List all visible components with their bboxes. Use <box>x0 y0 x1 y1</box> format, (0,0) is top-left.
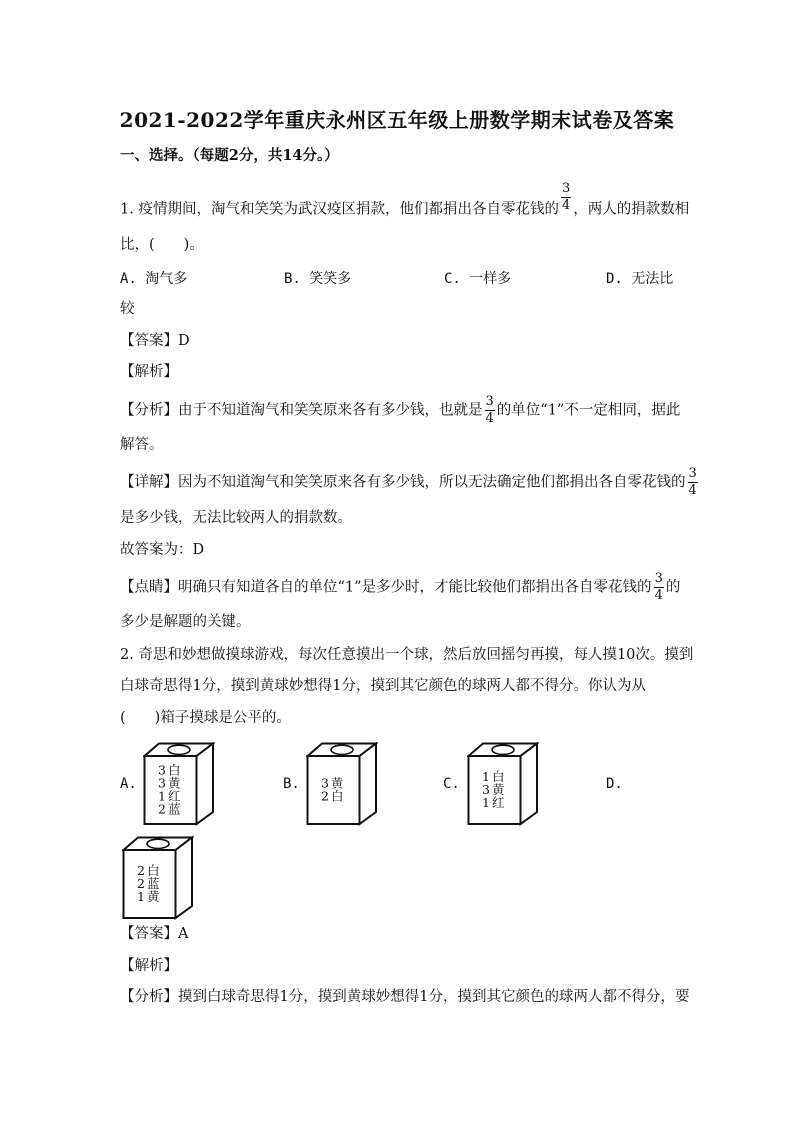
box-ball-color: 白 <box>331 788 344 804</box>
box-drawing <box>122 836 194 920</box>
q1-option-d-wrap: 较 <box>120 301 135 317</box>
box-ball-count: 3 <box>158 762 166 778</box>
box-ball-color: 黄 <box>492 782 505 797</box>
q2-answer: 【答案】A <box>120 926 189 942</box>
fraction-denominator: 4 <box>654 588 663 603</box>
q1-stem-line2: 比，( )。 <box>120 237 204 253</box>
box-ball-color: 白 <box>168 762 181 778</box>
box-side-face <box>360 744 377 825</box>
q2-label-d: D. <box>606 776 623 792</box>
q1-dianjing-line2: 多少是解题的关键。 <box>120 614 251 630</box>
box-ball-color: 黄 <box>147 889 160 904</box>
box-ball-color: 白 <box>147 863 160 878</box>
ball-box-c <box>467 742 539 826</box>
q1-fenxi-fraction <box>485 394 495 427</box>
q1-answer: 【答案】D <box>120 333 190 349</box>
q1-dianjing-fraction <box>654 571 664 604</box>
box-ball-color: 红 <box>492 795 505 810</box>
q2-stem-line1: 2. 奇思和妙想做摸球游戏，每次任意摸出一个球，然后放回摇匀再摸，每人摸10次。摸到 <box>120 647 694 663</box>
box-ball-count: 1 <box>158 788 166 804</box>
box-ball-count: 3 <box>158 775 166 791</box>
fraction-numerator: 3 <box>485 394 494 409</box>
q1-dianjing-text-b: 的 <box>665 579 681 596</box>
box-ball-count: 3 <box>482 782 490 797</box>
fraction-denominator: 4 <box>561 198 571 213</box>
box-hole <box>331 745 353 754</box>
box-ball-count: 2 <box>137 863 145 878</box>
box-ball-count: 2 <box>321 788 329 804</box>
box-ball-count: 1 <box>482 769 490 784</box>
q2-label-c: C. <box>443 776 460 792</box>
fraction-denominator: 4 <box>688 483 697 498</box>
box-hole <box>147 839 169 848</box>
q1-xiangjie-line2: 是多少钱，无法比较两人的捐款数。 <box>120 510 352 526</box>
box-ball-color: 黄 <box>331 775 344 791</box>
q2-label-b: B. <box>283 776 300 792</box>
ball-box-d <box>122 836 194 920</box>
box-drawing <box>467 742 539 826</box>
q1-option-d: D. 无法比 <box>606 271 674 287</box>
q1-xiangjie-line1 <box>120 466 697 499</box>
q2-stem-line3: ( )箱子摸球是公平的。 <box>120 710 291 726</box>
box-ball-color: 白 <box>492 769 505 784</box>
q2-analysis-tag: 【解析】 <box>120 958 178 974</box>
fraction-numerator: 3 <box>688 466 697 481</box>
q1-fenxi-line1 <box>120 394 680 427</box>
box-ball-count: 1 <box>137 889 145 904</box>
q1-fenxi-text-b: 的单位“1”不一定相同，据此 <box>496 402 681 419</box>
q1-fraction <box>561 181 571 214</box>
section-heading: 一、选择。（每题2分，共14分。） <box>120 147 339 164</box>
fraction-numerator: 3 <box>654 571 663 586</box>
q1-fenxi-text-a: 【分析】由于不知道淘气和笑笑原来各有多少钱，也就是 <box>120 402 483 419</box>
ball-box-b <box>306 742 378 826</box>
q2-fenxi-line1: 【分析】摸到白球奇思得1分，摸到黄球妙想得1分，摸到其它颜色的球两人都不得分，要 <box>120 989 690 1005</box>
box-hole <box>168 745 190 754</box>
box-ball-count: 2 <box>158 801 166 817</box>
ball-box-a <box>143 742 215 826</box>
box-ball-color: 蓝 <box>147 876 160 891</box>
q1-option-b: B. 笑笑多 <box>284 271 352 287</box>
q1-dianjing-text-a: 【点睛】明确只有知道各自的单位“1”是多少时，才能比较他们都捐出各自零花钱的 <box>120 579 652 596</box>
q1-option-c: C. 一样多 <box>444 271 512 287</box>
box-ball-color: 红 <box>168 788 181 804</box>
box-side-face <box>176 838 193 919</box>
q1-dianjing-line1 <box>120 571 680 604</box>
box-side-face <box>521 744 538 825</box>
page-title: 2021-2022学年重庆永州区五年级上册数学期末试卷及答案 <box>119 108 675 132</box>
box-ball-count: 3 <box>321 775 329 791</box>
q2-label-a: A. <box>120 776 137 792</box>
box-drawing <box>143 742 215 826</box>
q1-stem-line1 <box>120 181 690 226</box>
box-ball-count: 1 <box>482 795 490 810</box>
box-ball-color: 蓝 <box>168 801 181 817</box>
q1-xiangjie-text-a: 【详解】因为不知道淘气和笑笑原来各有多少钱，所以无法确定他们都捐出各自零花钱的 <box>120 474 686 491</box>
q1-analysis-tag: 【解析】 <box>120 364 178 380</box>
q1-stem-text-b: ，两人的捐款数相 <box>573 201 690 218</box>
q1-answer-conclusion: 故答案为：D <box>120 542 205 558</box>
q2-stem-line2: 白球奇思得1分，摸到黄球妙想得1分，摸到其它颜色的球两人都不得分。你认为从 <box>120 678 646 694</box>
fraction-numerator: 3 <box>561 181 571 196</box>
box-drawing <box>306 742 378 826</box>
q1-option-a: A. 淘气多 <box>120 271 188 287</box>
q1-xiangjie-fraction <box>688 466 698 499</box>
q1-fenxi-line2: 解答。 <box>120 437 164 453</box>
box-ball-count: 2 <box>137 876 145 891</box>
box-side-face <box>197 744 214 825</box>
box-ball-color: 黄 <box>168 775 181 791</box>
fraction-denominator: 4 <box>485 411 494 426</box>
q1-stem-text-a: 1. 疫情期间，淘气和笑笑为武汉疫区捐款，他们都捐出各自零花钱的 <box>120 201 559 218</box>
box-hole <box>492 745 514 754</box>
